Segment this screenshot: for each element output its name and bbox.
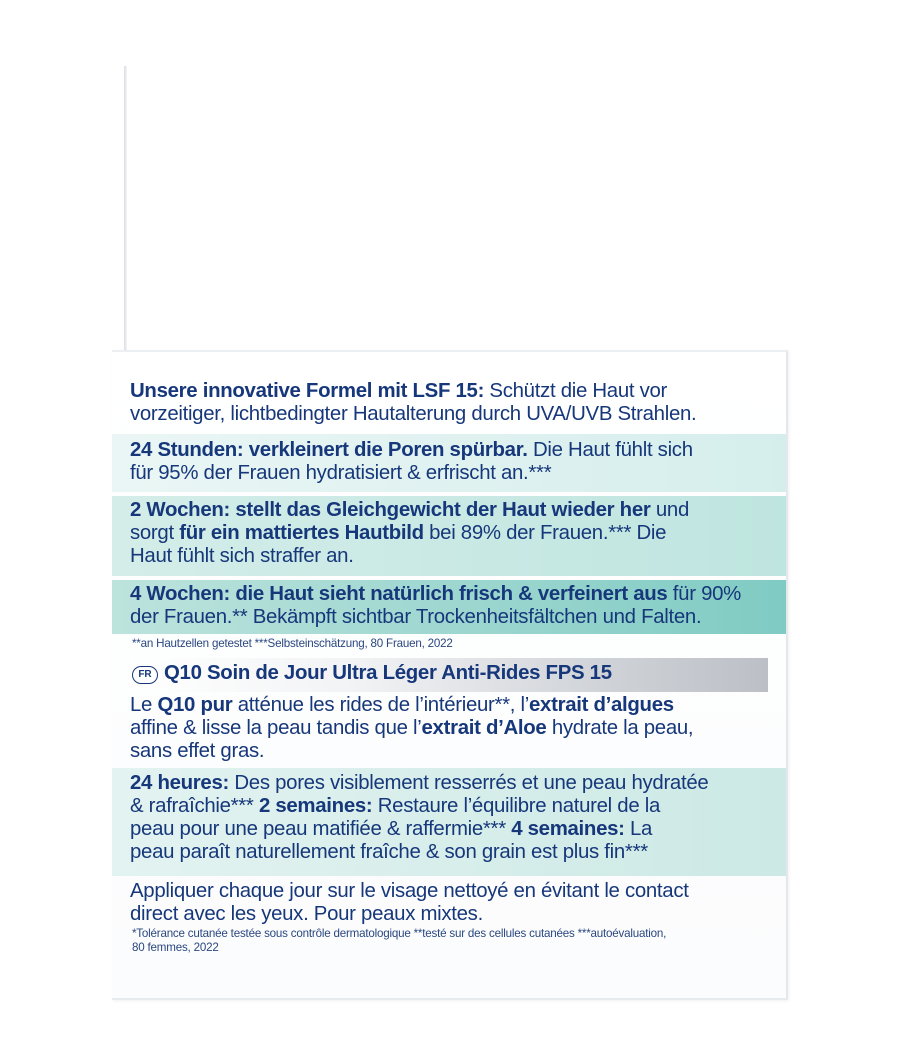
de-intro-bold: Unsere innovative Formel mit LSF 15: bbox=[130, 380, 485, 402]
fr-benefits-band: 24 heures: Des pores visiblement resserrés et une peau hydratée & rafraîchie*** 2 semaines: Restaure l’équilibre naturel de la peau pour une peau matifiée & raffermie*** 4 semaines: La peau paraît naturellement fraîche & son grain est plus fin*** bbox=[112, 768, 786, 876]
de-band-2-weeks: 2 Wochen: stellt das Gleichgewicht der Haut wieder her und sorgt für ein mattiertes Hautbild bei 89% der Frauen.*** Die Haut fühlt sich straffer an. bbox=[112, 496, 786, 576]
fr-application: Appliquer chaque jour sur le visage nettoyé en évitant le contact direct avec les yeux. Pour peaux mixtes. bbox=[130, 880, 689, 925]
fr-title: Q10 Soin de Jour Ultra Léger Anti-Rides FPS 15 bbox=[164, 662, 612, 684]
fr-language-badge: FR bbox=[132, 666, 158, 684]
de-band-24h: 24 Stunden: verkleinert die Poren spürbar. Die Haut fühlt sich für 95% der Frauen hydratisiert & erfrischt an.*** bbox=[112, 434, 786, 492]
fr-intro: Le Q10 pur atténue les rides de l’intérieur**, l’extrait d’algues affine & lisse la peau tandis que l’extrait d’Aloe hydrate la peau, sans effet gras. bbox=[130, 694, 694, 762]
lid-edge bbox=[124, 66, 127, 358]
fr-title-bar bbox=[130, 658, 768, 692]
label-panel bbox=[112, 350, 788, 1000]
de-intro: Unsere innovative Formel mit LSF 15: Schützt die Haut vor vorzeitiger, lichtbedingter Hautalterung durch UVA/UVB Strahlen. bbox=[130, 380, 697, 425]
de-band-4-weeks: 4 Wochen: die Haut sieht natürlich frisch & verfeinert aus für 90% der Frauen.** Bekämpft sichtbar Trockenheitsfältchen und Falten. bbox=[112, 580, 786, 634]
de-footnote: **an Hautzellen getestet ***Selbsteinschätzung, 80 Frauen, 2022 bbox=[132, 637, 453, 650]
fr-footnote: *Tolérance cutanée testée sous contrôle dermatologique **testé sur des cellules cutanées ***autoévaluation, 80 femmes, 2022 bbox=[132, 927, 667, 954]
